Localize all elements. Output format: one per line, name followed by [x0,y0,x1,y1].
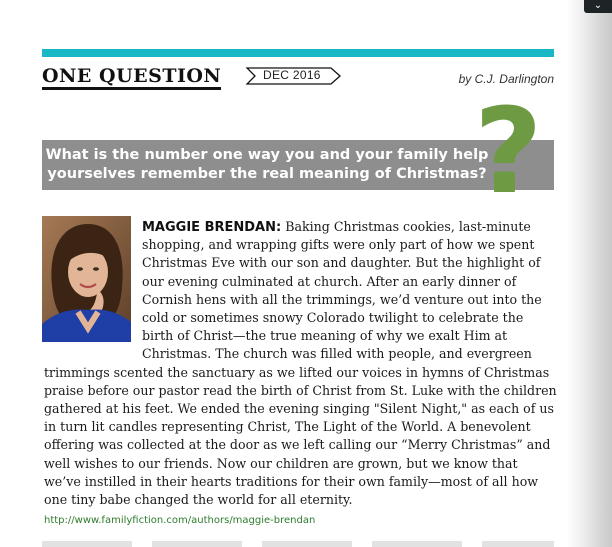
answer-body: Baking Christmas cookies, last-minute shopping, and wrapping gifts were only part of how we spent Christmas Eve with our son and daughter. But the highlight of our evening culminated at church. After an early dinner of Cornish hens with all the trimmings, we’d venture out into the cold or sometimes snowy Colorado twilight to celebrate the birth of Christ—the true meaning of why we exalt Him at Christmas. The church was filled with people, and evergreen trimmings scented the sanctuary as we lifted our voices in hymns of Christmas praise before our pastor read the birth of Christ from St. Luke with the children gathered at his feet. We ended the evening singing "Silent Night," as each of us in turn lit candles representing Christ, The Light of the World. A benevolent offering was collected at the door as we left calling our “Merry Christmas” and well wishes to our friends. Now our children are grown, but we know that we’ve instilled in their hearts traditions for their own family—most of all how one tiny babe changed the world for all eternity. [44,219,557,508]
answer-article [44,218,557,509]
author-link[interactable]: http://www.familyfiction.com/authors/maggie-brendan [44,515,316,526]
section-title: ONE QUESTION [42,66,221,90]
chevron-down-icon[interactable]: ⌄ [584,0,612,13]
date-tag-label: DEC 2016 [263,68,321,82]
date-tag [246,67,342,85]
photo-text-wrap [44,218,142,346]
next-section-hint [42,541,554,547]
question-mark-icon: ? [474,82,543,220]
accent-rule [42,49,554,57]
question-text: What is the number one way you and your family help yourselves remember the real meaning of Christmas? [45,147,489,182]
answer-author: MAGGIE BRENDAN: [142,220,282,235]
byline: by C.J. Darlington [458,72,554,86]
page-edge-shadow [566,0,612,547]
